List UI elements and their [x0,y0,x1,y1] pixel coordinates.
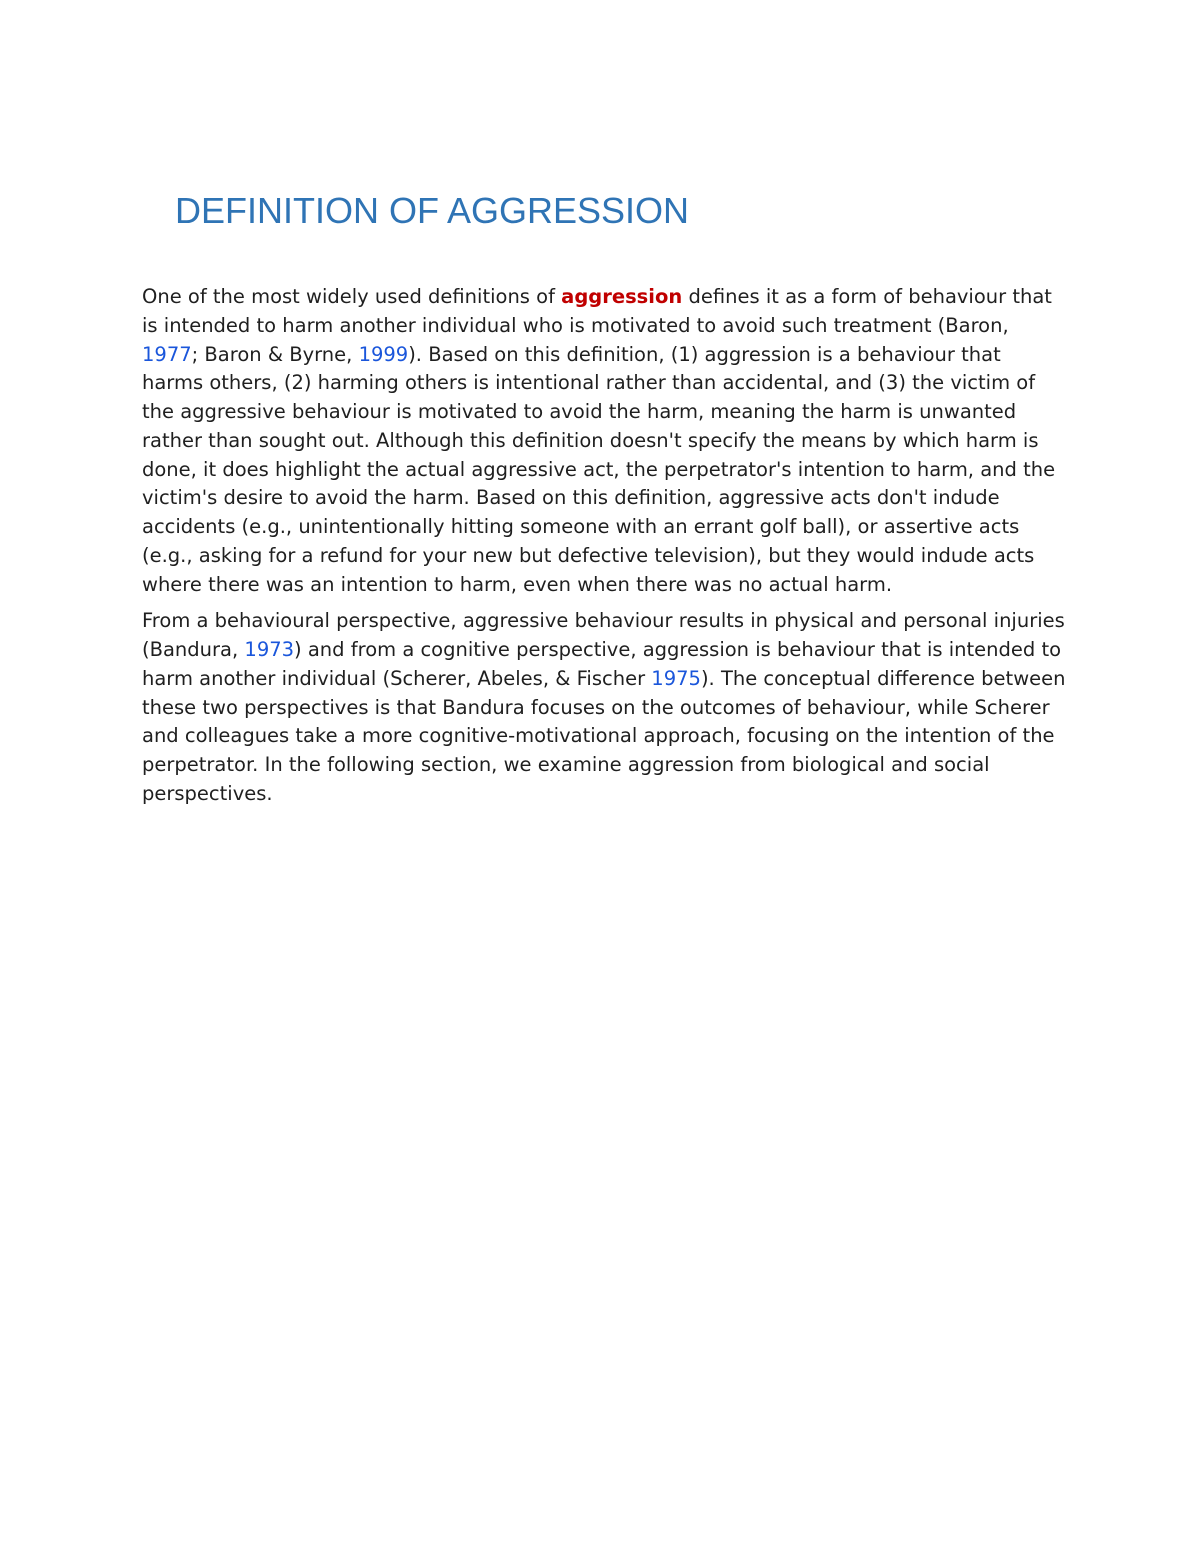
page-title: DEFINITION OF AGGRESSION [175,190,690,231]
paragraph-perspectives [142,607,1067,808]
text-span: defines it as a form of behaviour that is intended to harm another individual who is motivated to avoid such treatment (Baron, [142,285,1052,337]
document-body [142,283,1067,817]
citation-link-baron-byrne-1999[interactable]: 1999 [358,342,409,366]
highlighted-term: aggression [561,285,683,308]
text-span: ; Baron & Byrne, [191,342,359,366]
text-span: ). Based on this definition, (1) aggression is a behaviour that harms others, (2) harming others is intentional rather than accidental, and (3) the victim of the aggressive behaviour is motivated to avoid the harm, meaning the harm is unwanted rather than sought out. Although this definition doesn't specify the means by which harm is done, it does highlight the actual aggressive act, the perpetrator's intention to harm, and the victim's desire to avoid the harm. Based on this definition, aggressive acts don't indude accidents (e.g., unintentionally hitting someone with an errant golf ball), or assertive acts (e.g., asking for a refund for your new but defective television), but they would indude acts where there was an intention to harm, even when there was no actual harm. [142,342,1056,596]
citation-link-baron-1977[interactable]: 1977 [142,342,192,366]
text-span: One of the most widely used definitions of [142,285,562,308]
citation-link-scherer-1975[interactable]: 1975 [651,666,701,690]
text-span: ) and from a cognitive perspective, aggression is behaviour that is intended to harm another individual (Scherer, Abeles, & Fischer [142,638,1062,690]
text-span: ). The conceptual difference between these two perspectives is that Bandura focuses on the outcomes of behaviour, while Scherer and colleagues take a more cognitive-motivational approach, focusing on the intention of the perpetrator. In the following section, we examine aggression from biological and social perspectives. [142,666,1066,805]
text-span: From a behavioural perspective, aggressive behaviour results in physical and personal injuries (Bandura, [142,609,1065,661]
paragraph-definition [142,283,1067,599]
citation-link-bandura-1973[interactable]: 1973 [244,638,295,661]
